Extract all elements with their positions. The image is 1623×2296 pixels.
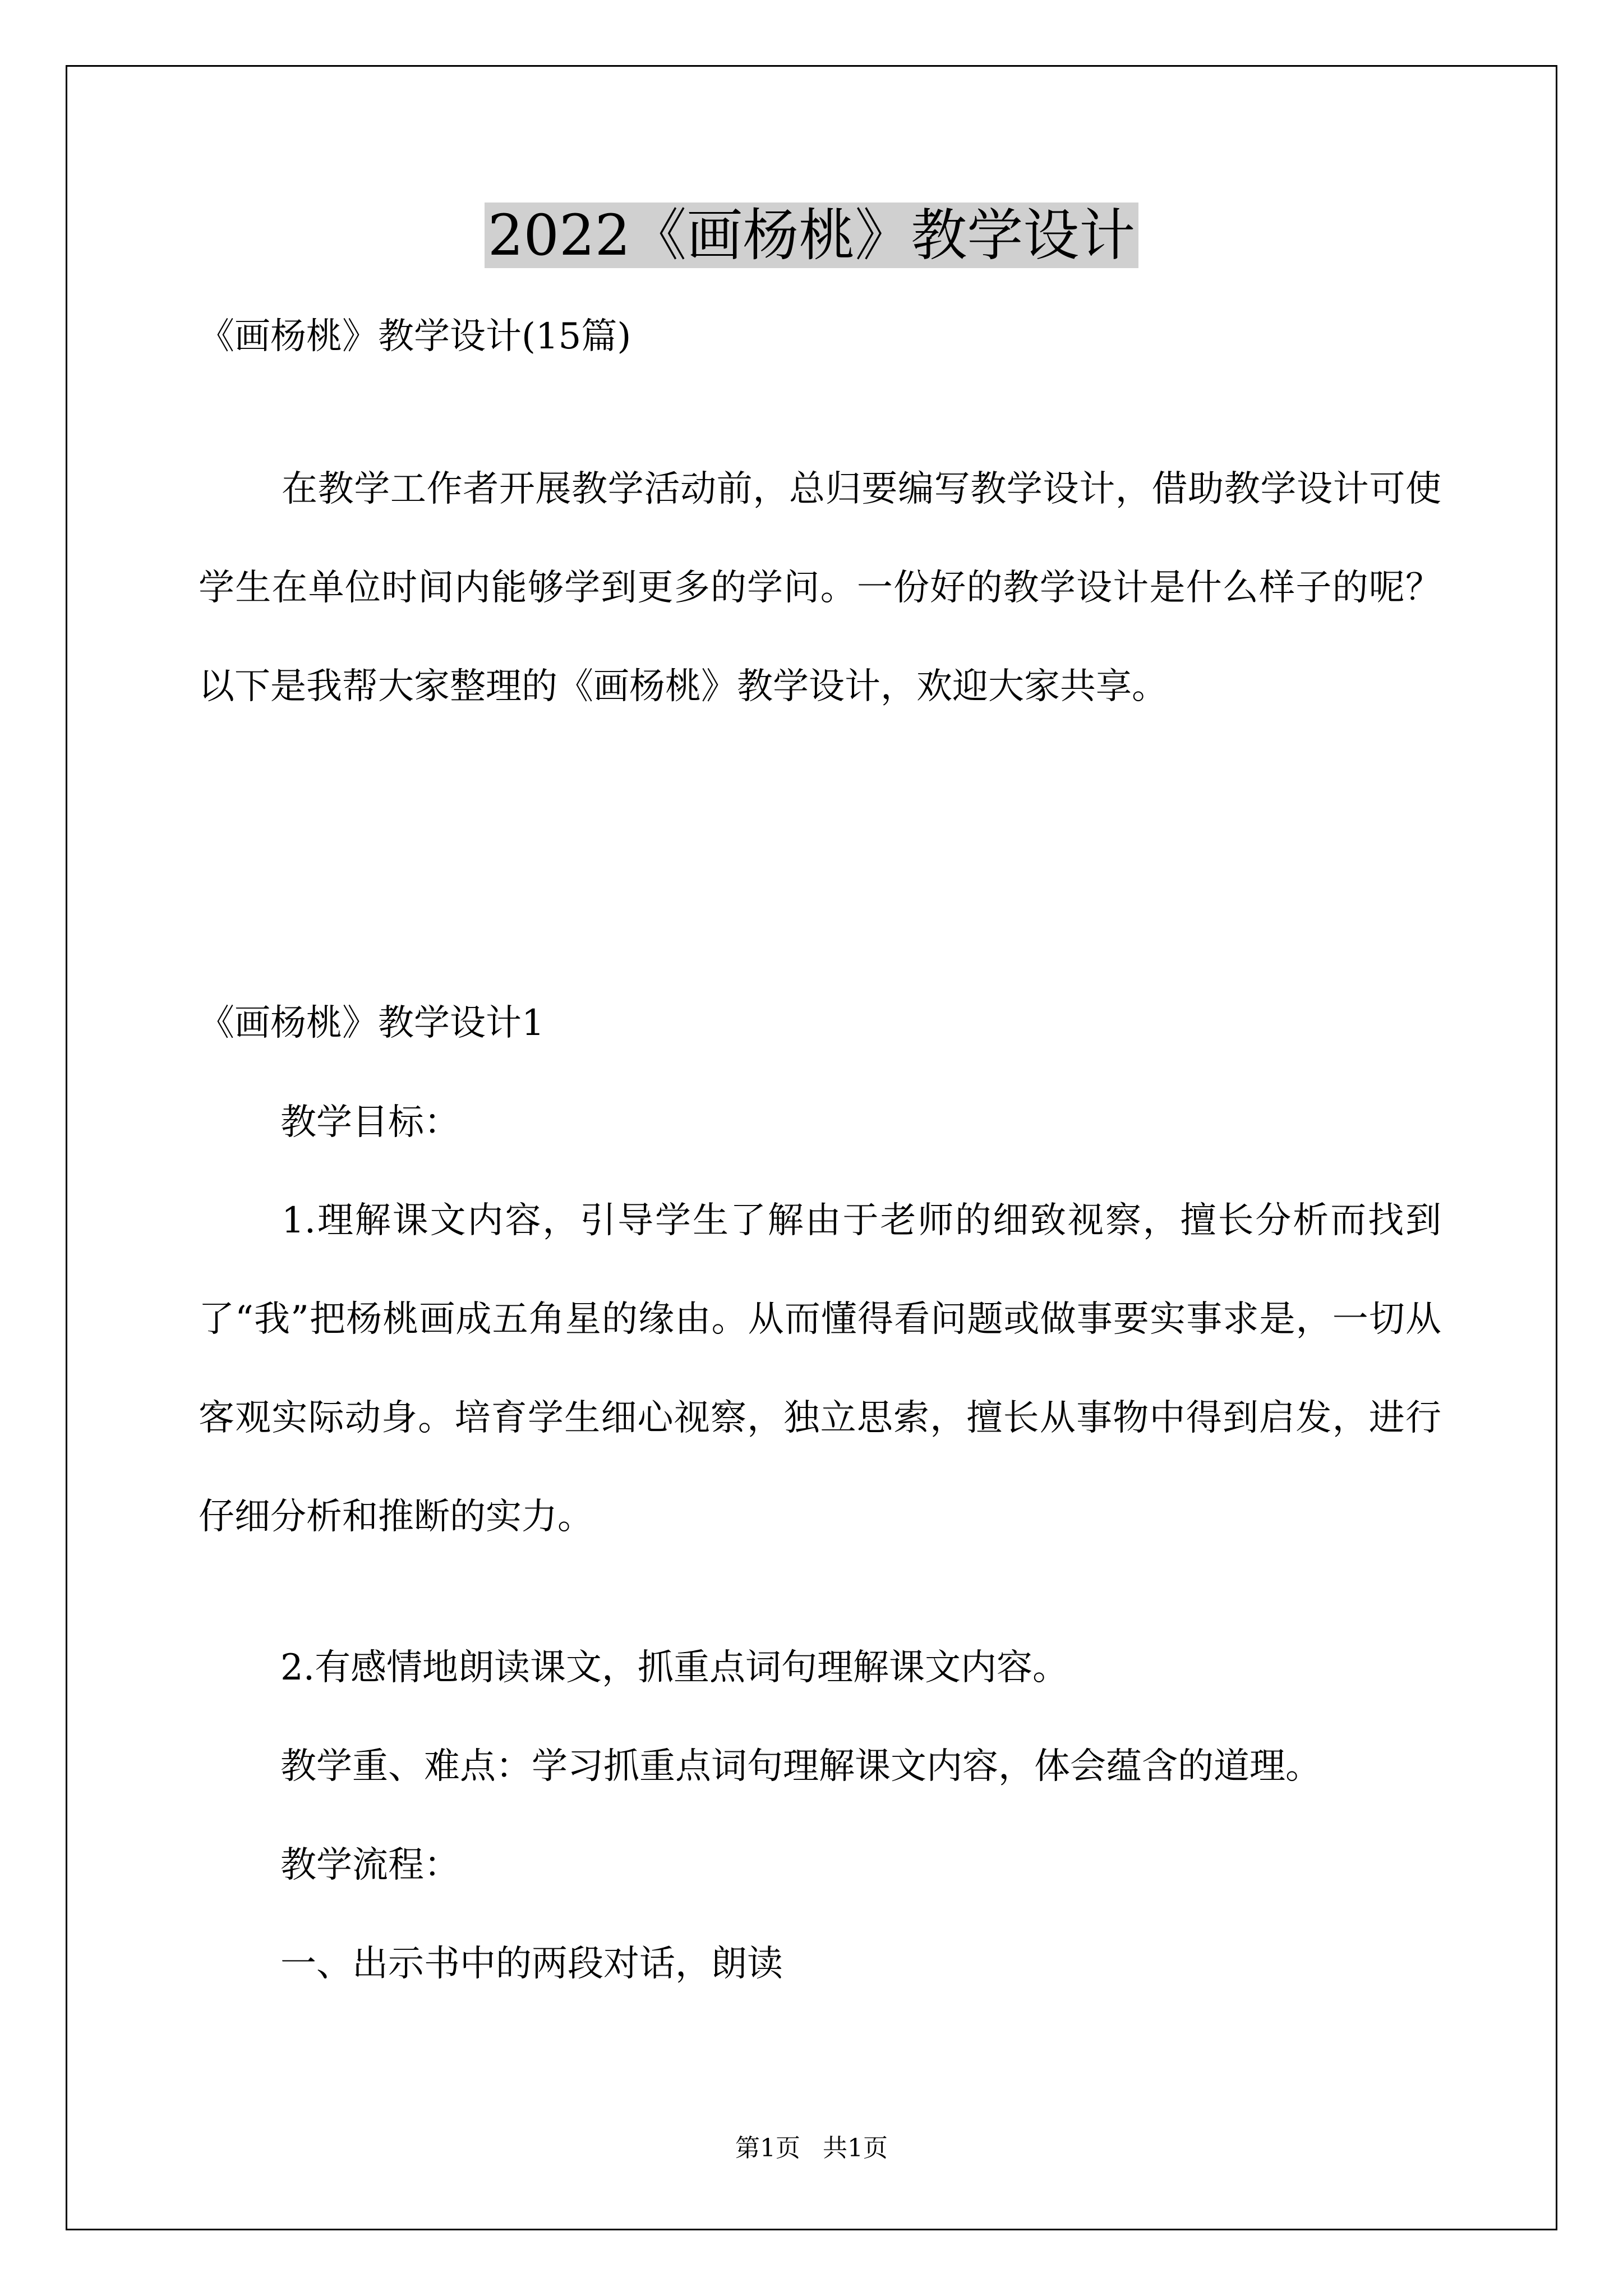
objectives-label: 教学目标：	[280, 1102, 460, 1143]
process-label: 教学流程：	[280, 1844, 460, 1886]
page-border	[66, 65, 1557, 2230]
page-total: 共1页	[823, 2134, 888, 2162]
page-number: 第1页	[735, 2134, 800, 2162]
document-title	[0, 199, 1623, 272]
page-footer	[0, 2132, 1623, 2165]
intro-paragraph: 在教学工作者开展教学活动前，总归要编写教学设计，借助教学设计可使学生在单位时间内能够学到更多的学问。一份好的教学设计是什么样子的呢？以下是我帮大家整理的《画杨桃》教学设计，欢迎大家共享。	[199, 468, 1441, 707]
document-subtitle: 《画杨桃》教学设计(15篇)	[199, 316, 631, 357]
step-1-paragraph: 一、出示书中的两段对话，朗读	[280, 1943, 783, 1985]
section-heading: 《画杨桃》教学设计1	[199, 1002, 545, 1044]
key-points-paragraph: 教学重、难点：学习抓重点词句理解课文内容，体会蕴含的道理。	[280, 1746, 1321, 1787]
objective-2-paragraph: 2.有感情地朗读课文，抓重点词句理解课文内容。	[280, 1647, 1069, 1688]
objective-1-paragraph: 1.理解课文内容，引导学生了解由于老师的细致视察，擅长分析而找到了“我”把杨桃画成五角星的缘由。从而懂得看问题或做事要实事求是，一切从客观实际动身。培育学生细心视察，独立思索，擅长从事物中得到启发，进行仔细分析和推断的实力。	[199, 1200, 1441, 1538]
document-title-text: 2022《画杨桃》教学设计	[485, 203, 1139, 268]
